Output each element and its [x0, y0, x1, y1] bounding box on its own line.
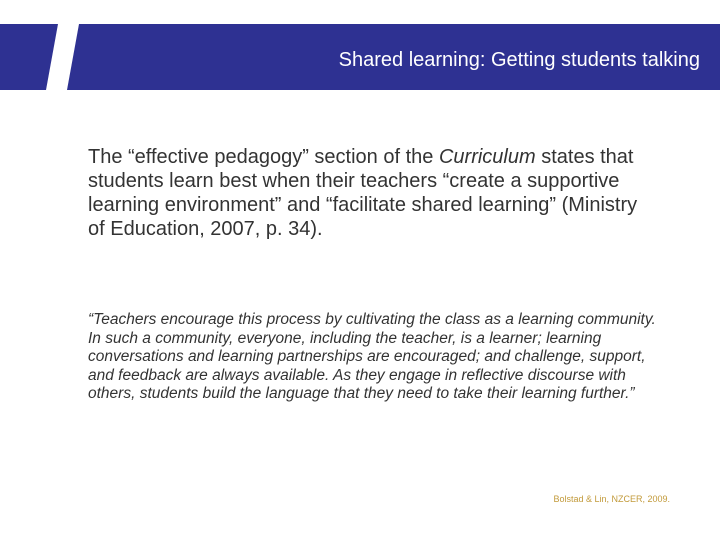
block-quote: “Teachers encourage this process by cultivating the class as a learning community. In such a community, everyone, including the teacher, is a learner; learning conversations and learning partnerships are encouraged; and challenge, support, and feedback are always available. As they engage in reflective discourse with others, students build the language that they need to take their learning further.”	[88, 311, 656, 402]
citation: Bolstad & Lin, NZCER, 2009.	[553, 494, 670, 504]
intro-paragraph	[88, 145, 648, 241]
intro-text-end: states that students learn best when their teachers “create a supportive learning environment” and “facilitate shared learning” (Ministry of Education, 2007, p. 34).	[88, 146, 638, 240]
intro-text-start: The “effective pedagogy” section of the	[88, 146, 439, 168]
intro-emphasis: Curriculum	[438, 146, 536, 168]
slide-title: Shared learning: Getting students talking	[338, 49, 700, 71]
header-left-block	[0, 24, 58, 90]
